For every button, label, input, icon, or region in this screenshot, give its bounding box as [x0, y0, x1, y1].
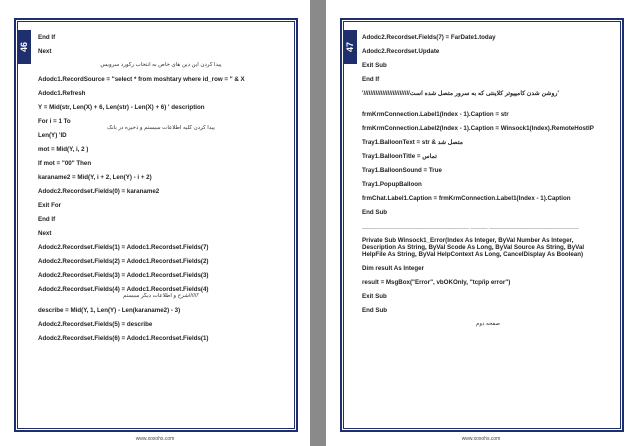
code-line: پیدا کردن کلیه اطلاعات سیستم و ذخیره در بانک	[107, 125, 215, 131]
right-page-footer: www.xoxohs.com	[461, 436, 501, 442]
code-line: Tray1.BalloonTitle = تماس	[362, 153, 437, 160]
code-line: Adodc2.Recordset.Fields(2) = Adodc1.Recordset.Fields(2)	[38, 258, 209, 265]
code-line: Description As String, ByVal Scode As Long, ByVal Source As String, ByVal	[362, 244, 585, 251]
code-line: End Sub	[362, 307, 388, 314]
code-line: frmKrmConnection.Label1(Index - 1).Caption = str	[362, 111, 509, 118]
code-line: پیدا کردن این دین های خاص به انتخاب رکورد سرویس	[100, 62, 222, 68]
page-gutter	[310, 0, 326, 446]
code-line: Exit Sub	[362, 62, 387, 69]
left-page	[0, 0, 310, 446]
code-line: Tray1.PopupBalloon	[362, 181, 422, 188]
left-page-number: 46	[17, 30, 31, 64]
code-line: result = MsgBox("Error", vbOKOnly, "tcp/ip error")	[362, 279, 511, 286]
code-line: Adodc2.Recordset.Update	[362, 48, 440, 55]
code-line: Adodc2.Recordset.Fields(1) = Adodc1.Recordset.Fields(7)	[38, 244, 209, 251]
code-line: Len(Y) 'ID	[38, 132, 67, 139]
code-line: mot = Mid(Y, i, 2 )	[38, 146, 89, 153]
code-line: Tray1.BalloonSound = True	[362, 167, 442, 174]
code-line: HelpFile As String, ByVal HelpContext As Long, CancelDisplay As Boolean)	[362, 251, 584, 258]
code-line: _______________________________ _____ __________________________	[362, 223, 579, 230]
code-line: Dim result As Integer	[362, 265, 425, 272]
code-line: Adodc2.Recordset.Fields(3) = Adodc1.Recordset.Fields(3)	[38, 272, 209, 279]
code-line: If mot = "00" Then	[38, 160, 92, 167]
code-line: Adodc2.Recordset.Fields(6) = Adodc1.Recordset.Fields(1)	[38, 335, 209, 342]
right-page-content	[362, 34, 614, 328]
code-line: صفحه دوم	[476, 321, 500, 327]
code-line: '///////////////////////////روشن شدن کامپیوتر کلاینتی که به سرور متصل شده است'	[362, 90, 559, 97]
code-line: Adodc2.Recordset.Fields(0) = karaname2	[38, 188, 160, 195]
left-page-footer: www.xoxohs.com	[135, 436, 175, 442]
code-line: Adodc2.Recordset.Fields(5) = describe	[38, 321, 153, 328]
code-line: '//////شرح و اطلاعات دیگر سیستم	[122, 293, 200, 299]
code-line: Exit For	[38, 202, 62, 209]
code-line: Exit Sub	[362, 293, 387, 300]
code-line: Y = Mid(str, Len(X) + 6, Len(str) - Len(X) + 6) ' description	[38, 104, 205, 111]
code-line: Adodc1.Refresh	[38, 90, 86, 97]
code-line: karaname2 = Mid(Y, i + 2, Len(Y) - i + 2)	[38, 174, 152, 181]
code-line: End If	[362, 76, 380, 83]
code-line: Adodc2.Recordset.Fields(4) = Adodc1.Recordset.Fields(4)	[38, 286, 209, 293]
code-line: frmChat.Label1.Caption = frmKrmConnection.Label1(Index - 1).Caption	[362, 195, 571, 202]
code-line: Adodc2.Recordset.Fields(7) = FarDate1.today	[362, 34, 496, 41]
code-line: Private Sub Winsock1_Error(Index As Integer, ByVal Number As Integer,	[362, 237, 574, 244]
code-line: frmKrmConnection.Label2(Index - 1).Caption = Winsock1(Index).RemoteHostIP	[362, 125, 594, 132]
code-line: Next	[38, 230, 52, 237]
code-line: Next	[38, 48, 52, 55]
code-line: Adodc1.RecordSource = "select * from moshtary where id_row = " & X	[38, 76, 245, 83]
code-line: For i = 1 To	[38, 118, 71, 125]
right-page	[326, 0, 636, 446]
code-line: End Sub	[362, 209, 388, 216]
left-page-content	[38, 34, 284, 342]
code-line: Tray1.BalloonText = str & متصل شد	[362, 139, 464, 146]
right-page-number: 47	[343, 30, 357, 64]
code-line: End If	[38, 34, 56, 41]
code-line: End If	[38, 216, 56, 223]
code-line: describe = Mid(Y, 1, Len(Y) - Len(karaname2) - 3)	[38, 307, 181, 314]
